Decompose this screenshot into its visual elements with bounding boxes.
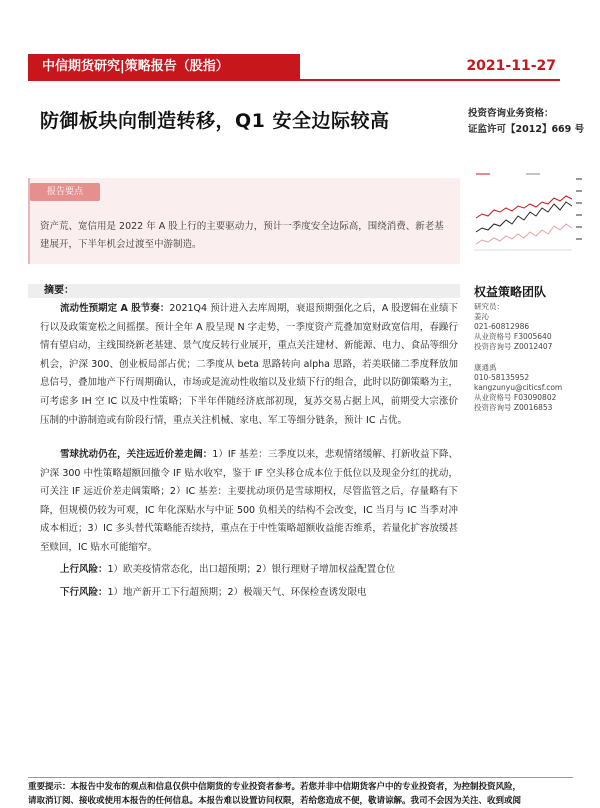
abstract-bar xyxy=(28,284,460,298)
paragraph-lead: 流动性预期定 A 股节奏： xyxy=(60,303,170,314)
researcher-email[interactable]: kangzunyu@citicsf.com xyxy=(474,383,563,392)
chart-frame xyxy=(468,168,584,258)
researcher-invest-no: 投资咨询号 Z0016853 xyxy=(474,403,553,412)
index-trend-chart xyxy=(468,168,584,258)
paragraph-body: 1）地产新开工下行超预期；2）极端天气、环保检查诱发限电 xyxy=(107,587,367,598)
paragraph-downside-risk xyxy=(40,584,458,603)
paragraph-liquidity xyxy=(40,300,458,430)
researcher-license: 从业资格号 F03090802 xyxy=(474,393,557,402)
researcher-phone: 021-60812986 xyxy=(474,322,530,331)
paragraph-body: 1）欧美疫情常态化，出口超预期；2）银行理财子增加权益配置仓位 xyxy=(107,564,396,575)
header-rule xyxy=(28,79,560,81)
paragraph-snowball xyxy=(40,446,458,558)
chart-y-tick xyxy=(576,214,582,216)
abstract-label: 摘要： xyxy=(44,285,74,296)
researcher-phone: 010-58135952 xyxy=(474,373,530,382)
report-banner: 中信期货研究|策略报告（股指） xyxy=(28,54,300,80)
chart-y-tick xyxy=(576,202,582,204)
paragraph-body: 1）IF 基差：三季度以来，悲观情绪缓解、打新收益下降、沪深 300 中性策略超额回撤令 IF 贴水收窄，鉴于 IF 空头移仓成本位于低位以及现金分红的扰动，可关注 IF 远近价差走阔策略；2）IC 基差：主要扰动项仍是雪球期权，尽管监管之后，存量略有下降，但规模仍较为可观，IC 年化深贴水与中证 500 负相关的结构不会改变，IC 当月与 IC 当季对冲成本相近；3）IC 多头替代策略能否续持，重点在于中性策略超额收益能否维系，若量化扩容放缓甚至赎回，IC 贴水可能缩窄。 xyxy=(40,449,458,553)
report-title: 防御板块向制造转移，Q1 安全边际较高 xyxy=(40,110,390,132)
chart-y-tick xyxy=(576,190,582,192)
summary-text: 资产荒、宽信用是 2022 年 A 股上行的主要驱动力，预计一季度安全边际高，围绕消费、新老基建展开，下半年机会过渡至中游制造。 xyxy=(40,221,444,250)
paragraph-upside-risk xyxy=(40,561,458,580)
chart-y-tick xyxy=(576,226,582,228)
qualification-block xyxy=(468,106,584,138)
researcher-1 xyxy=(474,302,552,352)
summary-tag: 报告要点 xyxy=(30,183,100,201)
researcher-2 xyxy=(474,363,562,413)
chart-y-tick xyxy=(576,178,582,180)
researcher-name: 康通禹 xyxy=(474,363,497,372)
researcher-role: 研究员： xyxy=(474,302,504,311)
paragraph-lead: 雪球扰动仍在，关注远近价差走阔： xyxy=(60,449,213,460)
paragraph-lead: 上行风险： xyxy=(60,564,108,575)
researcher-license: 从业资格号 F3005640 xyxy=(474,332,552,341)
researcher-name: 姜沁 xyxy=(474,312,489,321)
report-date: 2021-11-27 xyxy=(466,58,556,74)
qualification-line-2: 证监许可【2012】669 号 xyxy=(468,124,585,135)
disclaimer xyxy=(28,780,588,808)
qualification-line-1: 投资咨询业务资格： xyxy=(468,108,554,119)
chart-y-tick xyxy=(576,238,582,240)
disclaimer-line-1: 重要提示：本报告中发布的观点和信息仅供中信期货的专业投资者参考。若您并非中信期货客户中的专业投资者，为控制投资风险， xyxy=(28,782,522,792)
disclaimer-line-2: 请取消订阅、接收或使用本报告的任何信息。本报告难以设置访问权限，若给您造成不便，敬请谅解。我司不会因为关注、收到或阅 xyxy=(28,796,522,806)
paragraph-lead: 下行风险： xyxy=(60,587,108,598)
paragraph-body: 2021Q4 预计进入去库周期，衰退预期强化之后，A 股逻辑在业绩下行以及政策宽松之间摇摆。预计全年 A 股呈现 N 字走势，一季度资产荒叠加宽财政宽信用，春躁行情有望启动，主线围绕新老基建、景气度反转行业展开，重点关注建材、新能源、电力、食品等细分机会，沪深 300、创业板局部占优；二季度从 beta 思路转向 alpha 思路，若美联储二季度释放加息信号，叠加地产下行周期确认，市场或是流动性收缩以及业绩下行的组合，此时以防御策略为主，可考虑多 IH 空 IC 以及中性策略；下半年伴随经济底部初现，复苏交易占据上风，前期受大宗涨价压制的中游制造或有阶段行情，重点关注机械、家电、军工等细分链条，预计 IC 占优。 xyxy=(40,303,459,426)
footer-rule xyxy=(28,777,573,778)
team-title: 权益策略团队 xyxy=(474,285,547,299)
researcher-invest-no: 投资咨询号 Z0012407 xyxy=(474,342,553,351)
